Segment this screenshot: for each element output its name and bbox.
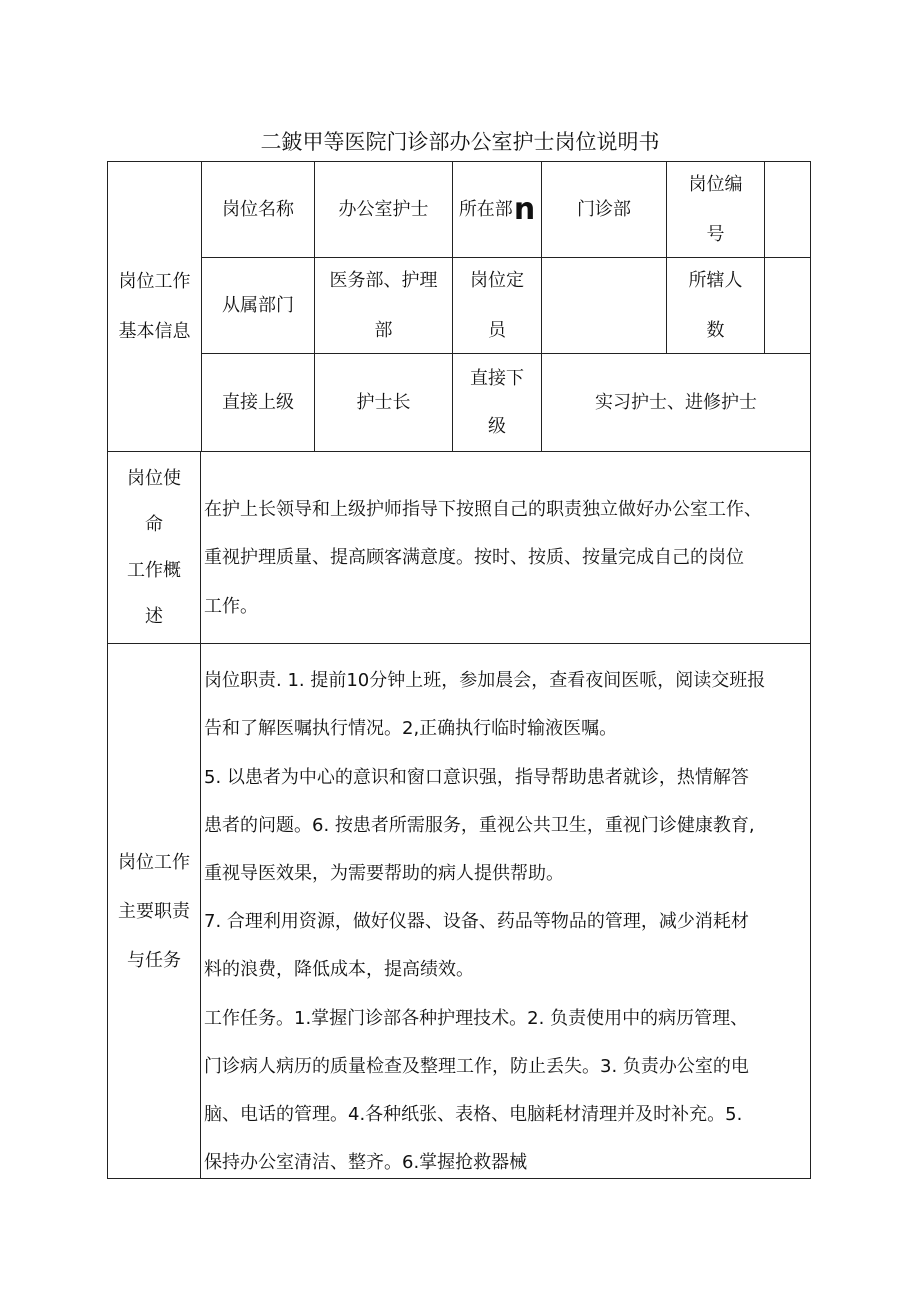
affiliated-dept-label: 从属部门 — [222, 294, 294, 316]
table-border-bottom — [107, 1178, 811, 1179]
label-line: 所辖人 — [688, 269, 743, 291]
duties-line: 脑、电话的管理。4.各种纸张、表格、电脑耗材清理并及时补充。5. — [204, 1104, 743, 1125]
table-border-right — [810, 161, 811, 1179]
duties-line: 5. 以患者为中心的意识和窗口意识强，指导帮助患者就诊，热情解答 — [204, 767, 749, 788]
column-divider — [200, 451, 201, 1179]
value-line: 医务部、护理 — [329, 269, 438, 291]
mission-line: 在护上长领导和上级护师指导下按照自己的职责独立做好办公室工作、 — [204, 499, 762, 520]
label-line: 号 — [706, 223, 725, 245]
duties-line: 岗位职责. 1. 提前10分钟上班，参加晨会，查看夜间医哌，阅读交班报 — [204, 670, 766, 691]
department-value: 门诊部 — [577, 198, 631, 220]
label-line: 基本信息 — [118, 320, 191, 342]
section-divider — [107, 643, 811, 644]
label-line: 述 — [145, 605, 163, 627]
duties-line: 料的浪费，降低成本，提高绩效。 — [204, 959, 474, 980]
affiliated-dept-value — [315, 258, 452, 353]
mission-section-label — [108, 452, 200, 643]
duties-line: 患者的问题。6. 按患者所需服务，重视公共卫生，重视门诊健康教育, — [204, 815, 755, 836]
page-title: 二鈹甲等医院门诊部办公室护士岗位说明书 — [260, 130, 660, 154]
quota-value — [542, 258, 666, 353]
superior-value: 护士长 — [356, 391, 411, 413]
label-line: 命 — [145, 513, 163, 535]
mission-line: 工作。 — [204, 596, 258, 617]
value-line: 部 — [374, 319, 393, 341]
label-line: 工作概 — [127, 559, 181, 581]
label-line: 岗位编 — [688, 173, 743, 195]
superior-label: 直接上级 — [222, 391, 294, 413]
post-number-label — [667, 162, 764, 257]
department-label-tail: n — [513, 191, 536, 227]
post-number-value — [765, 162, 810, 257]
post-name-label: 岗位名称 — [222, 198, 294, 220]
label-line: 岗位定 — [470, 269, 524, 291]
duties-line: 重视导医效果，为需要帮助的病人提供帮助。 — [204, 863, 564, 884]
duties-line: 7. 合理利用资源，做好仪器、设备、药品等物品的管理，减少消耗材 — [204, 911, 749, 932]
label-line: 岗位使 — [127, 467, 181, 489]
subordinate-value: 实习护士、进修护士 — [595, 391, 757, 413]
duties-section-label — [108, 644, 200, 1178]
duties-line: 告和了解医嘱执行情况。2,正确执行临时输液医嘱。 — [204, 718, 618, 739]
quota-label — [453, 258, 541, 353]
duties-line: 工作任务。1.掌握门诊部各种护理技术。2. 负责使用中的病历管理、 — [204, 1008, 749, 1029]
label-line: 岗位工作 — [118, 851, 190, 873]
duties-line: 保持办公室清洁、整齐。6.掌握抢救器械 — [204, 1152, 528, 1173]
label-line: 数 — [706, 319, 725, 341]
department-label — [453, 162, 541, 257]
section-divider — [107, 451, 811, 452]
label-line: 岗位工作 — [118, 270, 191, 292]
department-label-text: 所在部 — [458, 198, 513, 220]
label-line: 主要职责 — [118, 900, 190, 922]
mission-line: 重视护理质量、提高顾客满意度。按时、按质、按量完成自己的岗位 — [204, 547, 744, 568]
post-name-value: 办公室护士 — [338, 198, 429, 220]
subordinate-label — [453, 354, 541, 451]
subordinates-count-value — [765, 258, 810, 353]
label-line: 员 — [488, 319, 506, 341]
duties-line: 门诊病人病历的质量检查及整理工作，防止丢失。3. 负责办公室的电 — [204, 1056, 749, 1077]
label-line: 直接下 — [470, 367, 524, 389]
label-line: 级 — [488, 415, 506, 437]
label-line: 与任务 — [127, 949, 181, 971]
basic-info-section-label — [108, 162, 201, 451]
subordinates-count-label — [667, 258, 764, 353]
